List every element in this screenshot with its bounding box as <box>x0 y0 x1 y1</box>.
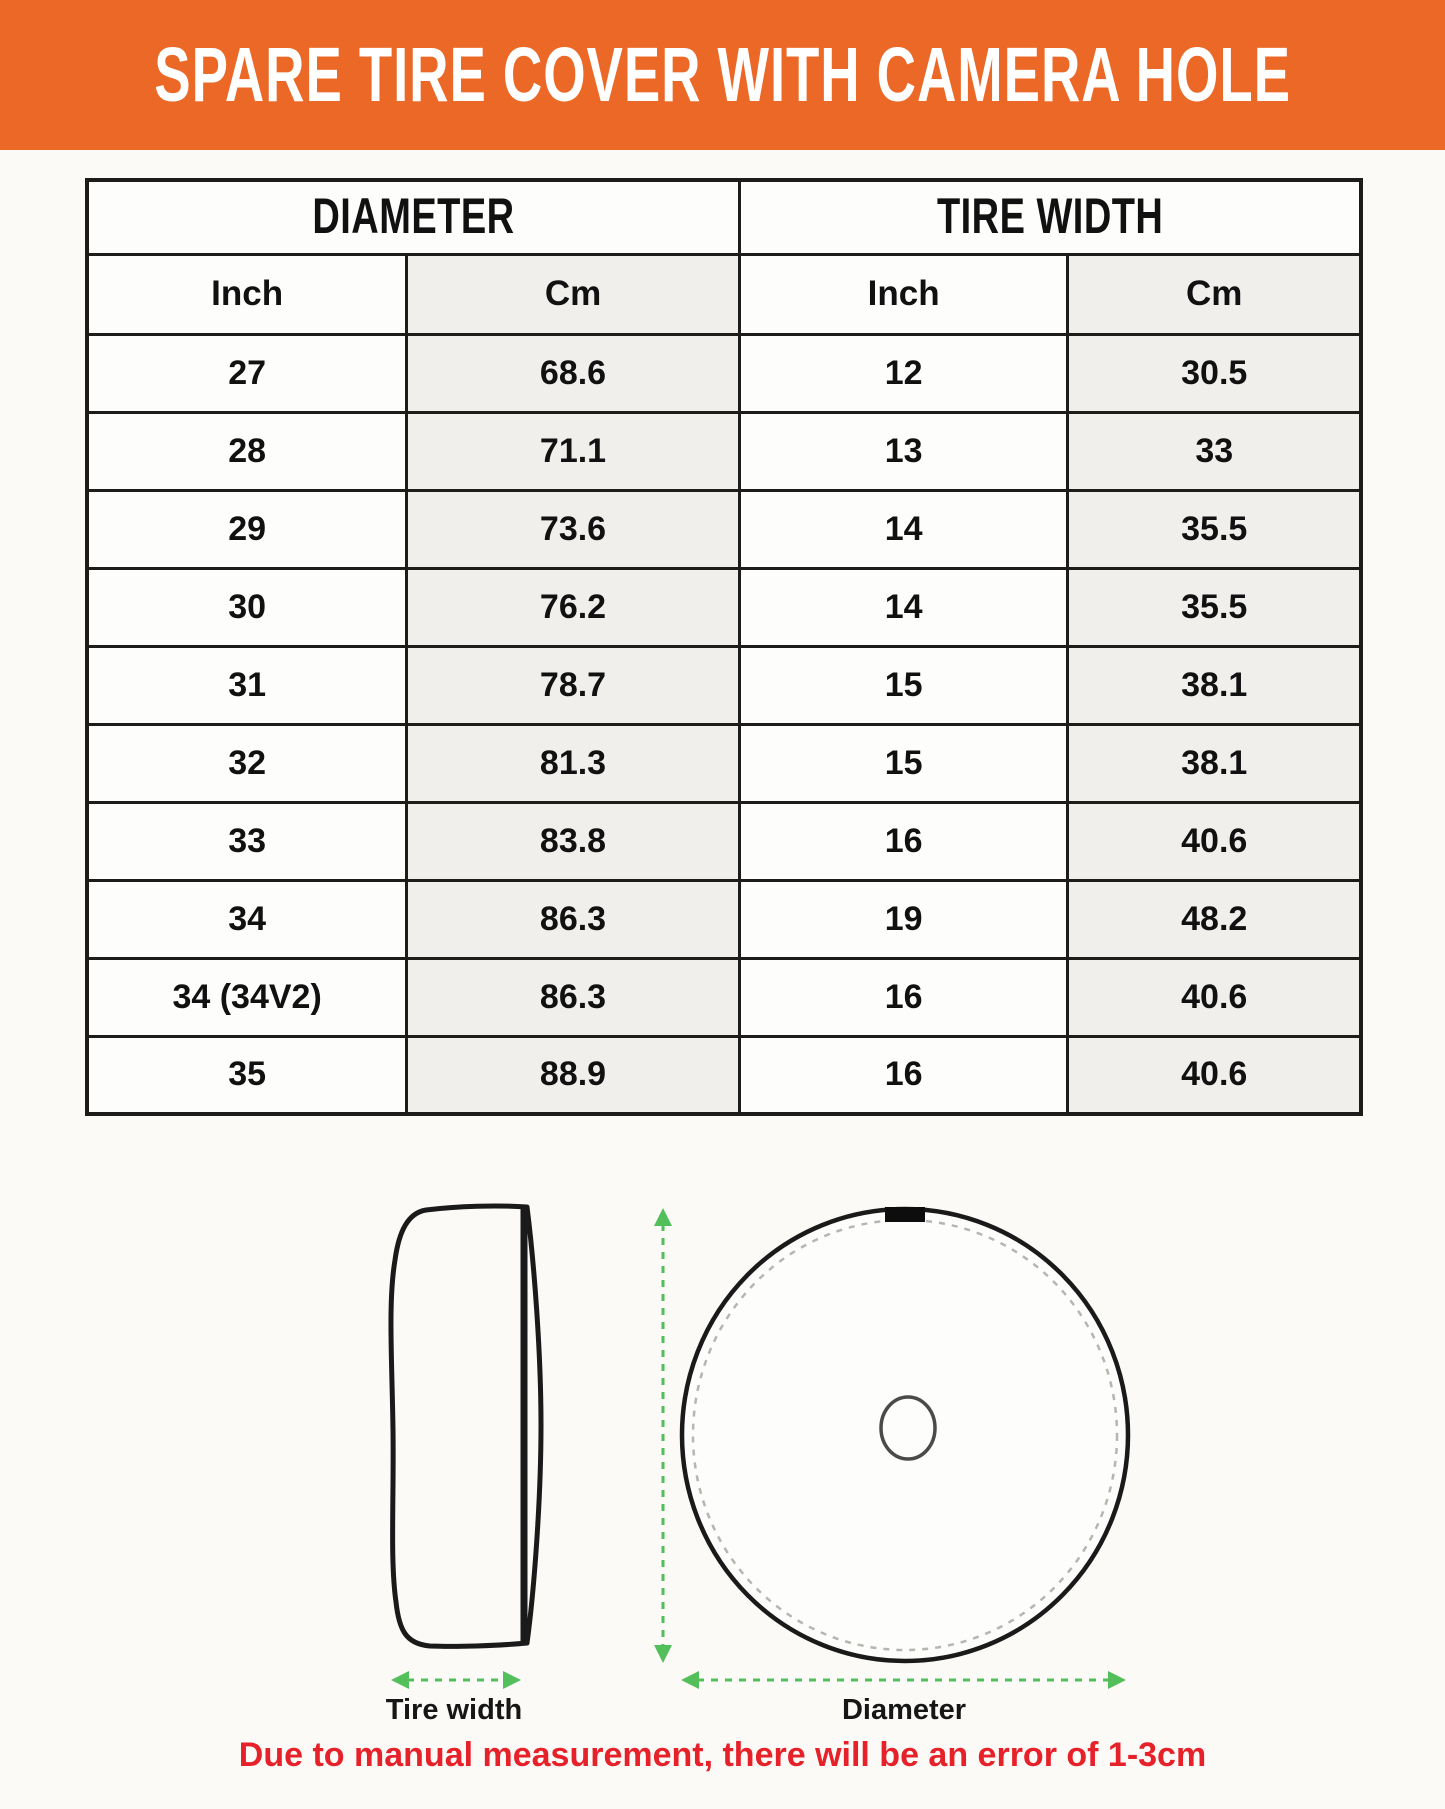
diameter-inch-cell: 30 <box>87 568 407 646</box>
column-header-width-cm: Cm <box>1068 254 1361 334</box>
width-cm-cell: 40.6 <box>1068 958 1361 1036</box>
tire-side-view <box>391 1206 541 1646</box>
diameter-inch-cell: 28 <box>87 412 407 490</box>
diameter-inch-cell: 34 <box>87 880 407 958</box>
width-cm-cell: 48.2 <box>1068 880 1361 958</box>
width-cm-cell: 35.5 <box>1068 490 1361 568</box>
group-header-row <box>87 180 1361 254</box>
column-header-diameter-cm: Cm <box>407 254 740 334</box>
diameter-cm-cell: 81.3 <box>407 724 740 802</box>
table-row <box>87 646 1361 724</box>
table-row <box>87 568 1361 646</box>
measurement-note: Due to manual measurement, there will be an error of 1-3cm <box>238 1736 1207 1774</box>
width-inch-cell: 19 <box>739 880 1068 958</box>
diameter-cm-cell: 88.9 <box>407 1036 740 1114</box>
page-title: SPARE TIRE COVER WITH CAMERA HOLE <box>154 32 1291 118</box>
width-cm-cell: 38.1 <box>1068 724 1361 802</box>
width-inch-cell: 15 <box>739 724 1068 802</box>
width-inch-cell: 15 <box>739 646 1068 724</box>
diameter-cm-cell: 86.3 <box>407 958 740 1036</box>
diameter-arrow <box>681 1671 1126 1689</box>
width-inch-cell: 14 <box>739 568 1068 646</box>
diameter-label: Diameter <box>841 1694 967 1726</box>
tire-width-label: Tire width <box>385 1694 523 1726</box>
column-header-diameter-inch: Inch <box>87 254 407 334</box>
diameter-inch-cell: 34 (34V2) <box>87 958 407 1036</box>
diameter-inch-cell: 35 <box>87 1036 407 1114</box>
strap-tab <box>885 1207 925 1222</box>
diameter-inch-cell: 32 <box>87 724 407 802</box>
banner <box>0 0 1445 150</box>
column-header-width-inch: Inch <box>739 254 1068 334</box>
column-header-row <box>87 254 1361 334</box>
diameter-cm-cell: 71.1 <box>407 412 740 490</box>
table-row <box>87 1036 1361 1114</box>
tire-width-arrow <box>391 1671 521 1689</box>
table-row <box>87 412 1361 490</box>
width-inch-cell: 16 <box>739 958 1068 1036</box>
table-row <box>87 334 1361 412</box>
width-cm-cell: 33 <box>1068 412 1361 490</box>
width-cm-cell: 40.6 <box>1068 1036 1361 1114</box>
diameter-cm-cell: 68.6 <box>407 334 740 412</box>
table-row <box>87 724 1361 802</box>
diameter-cm-cell: 78.7 <box>407 646 740 724</box>
width-inch-cell: 16 <box>739 802 1068 880</box>
stitch-dashed-circle <box>693 1220 1117 1650</box>
width-inch-cell: 16 <box>739 1036 1068 1114</box>
diameter-inch-cell: 29 <box>87 490 407 568</box>
diameter-cm-cell: 83.8 <box>407 802 740 880</box>
width-cm-cell: 40.6 <box>1068 802 1361 880</box>
width-cm-cell: 38.1 <box>1068 646 1361 724</box>
width-inch-cell: 13 <box>739 412 1068 490</box>
dimension-arrows <box>391 1208 1126 1689</box>
camera-hole <box>881 1397 935 1459</box>
diameter-cm-cell: 73.6 <box>407 490 740 568</box>
diameter-inch-cell: 33 <box>87 802 407 880</box>
diameter-cm-cell: 86.3 <box>407 880 740 958</box>
group-header-tire-width <box>739 180 1361 254</box>
tire-front-view <box>682 1207 1128 1661</box>
size-chart-table <box>85 178 1363 1116</box>
group-header-tire-width-label: TIRE WIDTH <box>936 189 1164 245</box>
table-row <box>87 880 1361 958</box>
width-inch-cell: 14 <box>739 490 1068 568</box>
diameter-cm-cell: 76.2 <box>407 568 740 646</box>
table-row <box>87 802 1361 880</box>
group-header-diameter-label: DIAMETER <box>312 189 515 245</box>
table-row <box>87 958 1361 1036</box>
width-cm-cell: 35.5 <box>1068 568 1361 646</box>
width-inch-cell: 12 <box>739 334 1068 412</box>
width-cm-cell: 30.5 <box>1068 334 1361 412</box>
height-arrow <box>654 1208 672 1663</box>
diameter-inch-cell: 27 <box>87 334 407 412</box>
group-header-diameter <box>87 180 739 254</box>
diameter-inch-cell: 31 <box>87 646 407 724</box>
table-row <box>87 490 1361 568</box>
